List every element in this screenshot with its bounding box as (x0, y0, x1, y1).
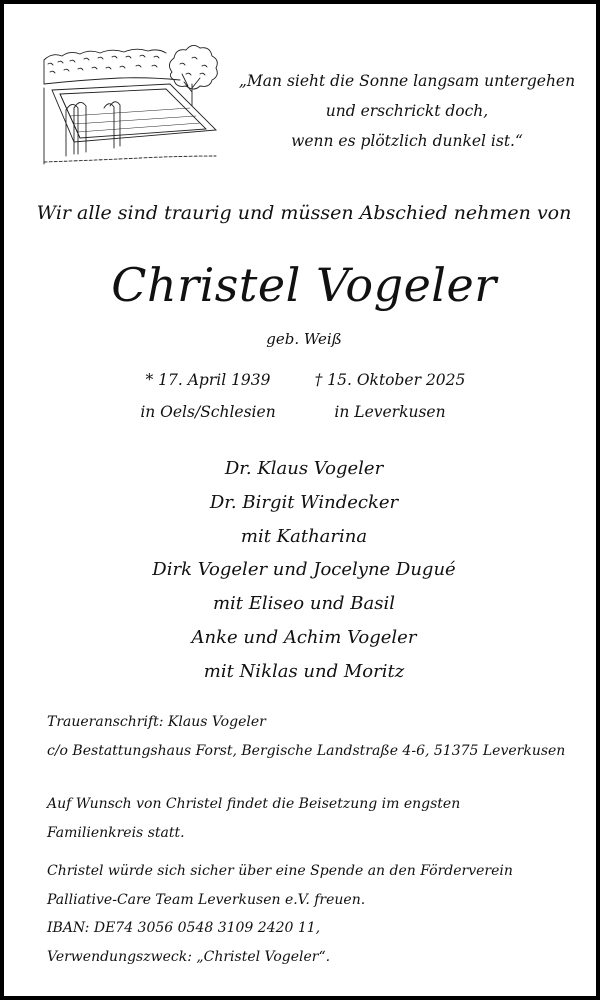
family-member: Dr. Birgit Windecker (209, 491, 399, 513)
death-place: in Leverkusen (334, 403, 446, 421)
death-info (270, 364, 510, 428)
donation-note (47, 857, 587, 971)
family-member: Anke und Achim Vogeler (191, 626, 417, 648)
quote-line: wenn es plötzlich dunkel ist.“ (291, 132, 523, 150)
intro-text: Wir alle sind traurig und müssen Abschied nehmen von (36, 202, 572, 224)
donation-line: Christel würde sich sicher über eine Spende an den Förderverein (47, 863, 513, 879)
address-line: c/o Bestattungshaus Forst, Bergische Landstraße 4-6, 51375 Leverkusen (47, 742, 566, 759)
family-member: Dirk Vogeler und Jocelyne Dugué (152, 559, 456, 581)
burial-note-line: Familienkreis statt. (47, 824, 185, 841)
family-member: mit Katharina (240, 525, 368, 547)
family-member: mit Niklas und Moritz (203, 660, 405, 682)
iban-line: IBAN: DE74 3056 0548 3109 2420 11, (47, 920, 321, 936)
purpose-line: Verwendungszweck: „Christel Vogeler“. (47, 948, 331, 965)
birth-date: * 17. April 1939 (145, 371, 271, 389)
quote-line: und erschrickt doch, (325, 102, 489, 120)
burial-note (47, 790, 587, 847)
swimming-pool-sketch-icon (40, 44, 220, 166)
mourning-address (47, 708, 587, 765)
burial-note-line: Auf Wunsch von Christel findet die Beisetzung im engsten (47, 796, 461, 812)
deceased-name: Christel Vogeler (111, 258, 497, 312)
family-list (4, 452, 600, 689)
birth-place: in Oels/Schlesien (140, 403, 276, 421)
death-date: † 15. Oktober 2025 (314, 371, 466, 389)
family-member: Dr. Klaus Vogeler (224, 458, 384, 479)
family-member: mit Eliseo und Basil (212, 593, 396, 615)
maiden-name: geb. Weiß (266, 330, 342, 348)
quote-line: „Man sieht die Sonne langsam untergehen (238, 72, 576, 90)
address-line: Traueranschrift: Klaus Vogeler (47, 714, 266, 730)
donation-line: Palliative-Care Team Leverkusen e.V. freuen. (47, 891, 366, 908)
quote (228, 66, 586, 156)
